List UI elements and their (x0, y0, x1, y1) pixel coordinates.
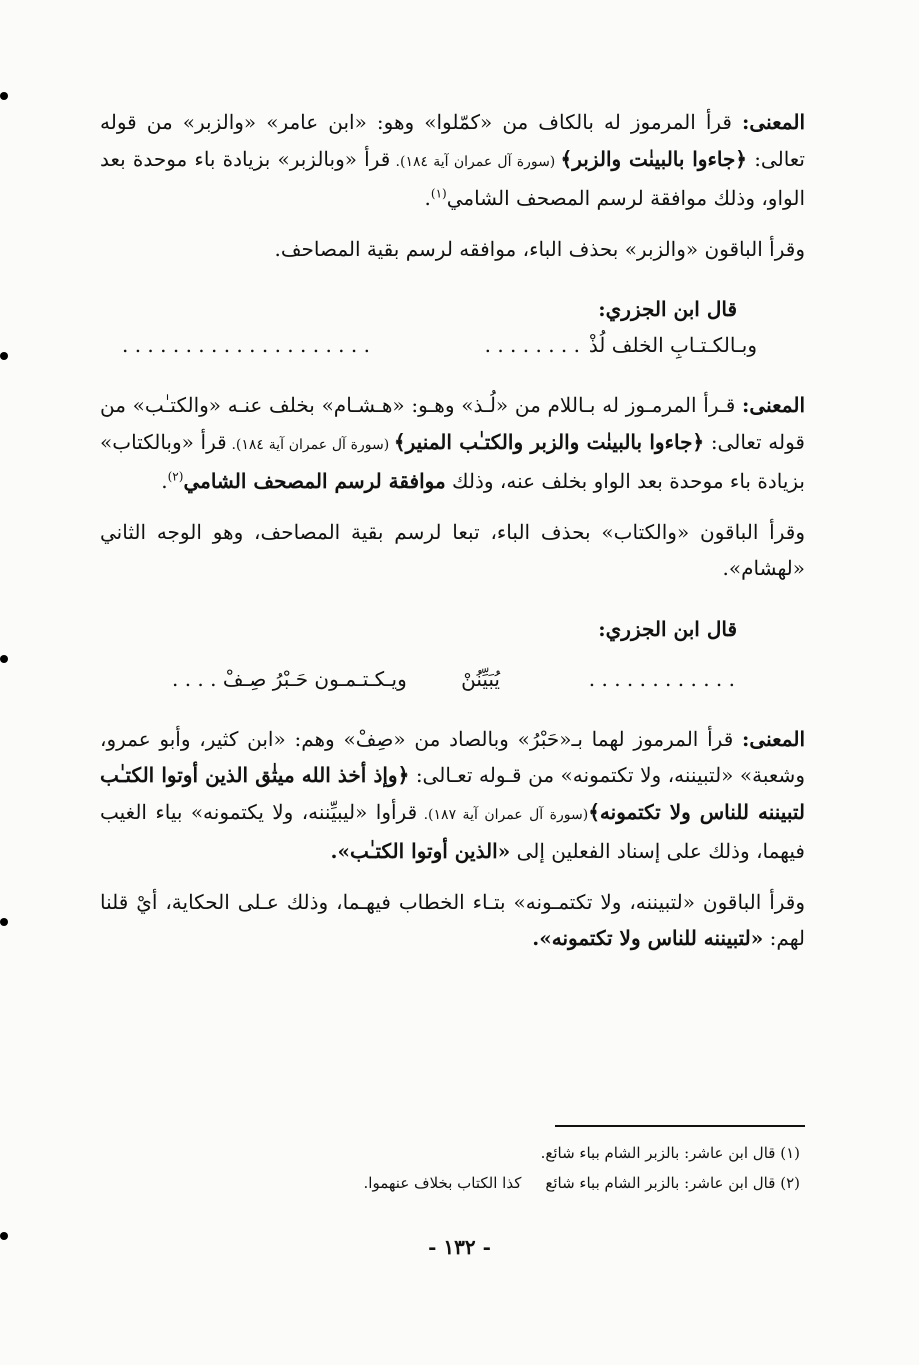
verse-dots: . . . . . . . . . . . . (588, 666, 735, 691)
quran-quote: ﴿جاءوا بالبينٰت والزبر﴾ (560, 146, 748, 171)
surah-reference: (سورة آل عمران آية ١٨٤). (390, 153, 561, 170)
paragraph-4: وقرأ الباقون «والكتاب» بحذف الباء، تبعا لرسم بقية المصاحف، وهو الوجه الثاني «لهشام». (100, 519, 805, 580)
footnote-divider (555, 1125, 805, 1127)
paragraph-2: وقرأ الباقون «والزبر» بحذف الباء، موافقه لرسم بقية المصاحف. (274, 236, 805, 261)
footnotes (100, 1138, 800, 1198)
quran-quote: ﴿جاءوا بالبينٰت والزبر والكتـٰب المنير﴾ (393, 429, 705, 454)
scan-mark (0, 1232, 8, 1240)
footnote-2: (٢) قال ابن عاشر: بالزبر الشام بباء شائعكذا الكتاب بخلاف عنهموا. (363, 1174, 800, 1192)
main-text (100, 104, 805, 957)
term-label: المعنى: (742, 393, 805, 417)
section-heading-2: قال ابن الجزري: (598, 616, 737, 641)
surah-reference: (سورة آل عمران آية ١٨٤). (226, 436, 394, 453)
footnote-1: (١) قال ابن عاشر: بالزبر الشام بباء شائع. (540, 1144, 800, 1162)
paragraph-6: وقرأ الباقون «لتبيننه، ولا تكتمـونه» بتـاء الخطاب فيهـما، وذلك عـلى الحكاية، أيْ قلنا لهم: «لتبيننه للناس ولا تكتمونه». (100, 889, 805, 950)
surah-reference: (سورة آل عمران آية ١٨٧). (417, 806, 589, 823)
paragraph-3: المعنى: قـرأ المرمـوز له بـاللام من «لُـذ» وهـو: «هـشـام» بخلف عنـه «والكتـٰب» من قوله تعالى: ﴿جاءوا بالبينٰت والزبر والكتـٰب المنير﴾ (سورة آل عمران آية ١٨٤). قرأ «وبالكتاب» بزيادة باء موحدة بعد الواو بخلف عنه، وذلك موافقة لرسم المصحف الشامي$^{(٢)}$. (100, 393, 805, 493)
page-number: - ١٣٢ - (428, 1235, 491, 1259)
quran-quote: ﴿وإذ أخذ الله ميثٰق الذين أوتوا الكتـٰب لتبيننه للناس ولا تكتمونه﴾ (100, 763, 805, 824)
verse-line-1 (100, 327, 805, 363)
footnote-ref-2: (٢) (167, 469, 184, 484)
verse-dots: . . . . . . . . . . . . . . . . . . . . (122, 333, 370, 357)
verse-text: ويـكـتـمـون حَـبْرُ صِـفْ . . . . (172, 666, 407, 691)
verse-line-2 (100, 661, 805, 697)
section-heading-1: قال ابن الجزري: (598, 297, 737, 321)
scan-mark (0, 92, 8, 100)
scan-mark (0, 655, 8, 663)
paragraph-5: المعنى: قرأ المرموز لهما بـ«حَبْرُ» وبالصاد من «صِفْ» وهم: «ابن كثير، وأبو عمرو، وشعبة» «لتبيننه، ولا تكتمونه» من قـوله تعـالى: ﴿وإذ أخذ الله ميثٰق الذين أوتوا الكتـٰب لتبيننه للناس ولا تكتمونه﴾(سورة آل عمران آية ١٨٧). قرأوا «ليبيِّننه، ولا يكتمونه» بياء الغيب فيهما، وذلك على إسناد الفعلين إلى «الذين أوتوا الكتـٰب». (100, 726, 805, 863)
scan-mark (0, 352, 8, 360)
verse-text: وبـالكـتـابِ الخلف لُذْ (588, 333, 757, 357)
verse-word: يُبَيِّنُنْ (461, 666, 500, 691)
term-label: المعنى: (742, 726, 805, 751)
paragraph-1: المعنى: قرأ المرموز له بالكاف من «كمّلوا» وهو: «ابن عامر» «والزبر» من قوله تعالى: ﴿جاءوا بالبينٰت والزبر﴾ (سورة آل عمران آية ١٨٤). قرأ «وبالزبر» بزيادة باء موحدة بعد الواو، وذلك موافقة لرسم المصحف الشامي$^{(١)}$. (100, 110, 806, 210)
verse-dots: . . . . . . . . (484, 333, 580, 357)
scan-mark (0, 918, 8, 926)
term-label: المعنى: (742, 110, 805, 134)
footnote-ref-1: (١) (430, 186, 447, 201)
